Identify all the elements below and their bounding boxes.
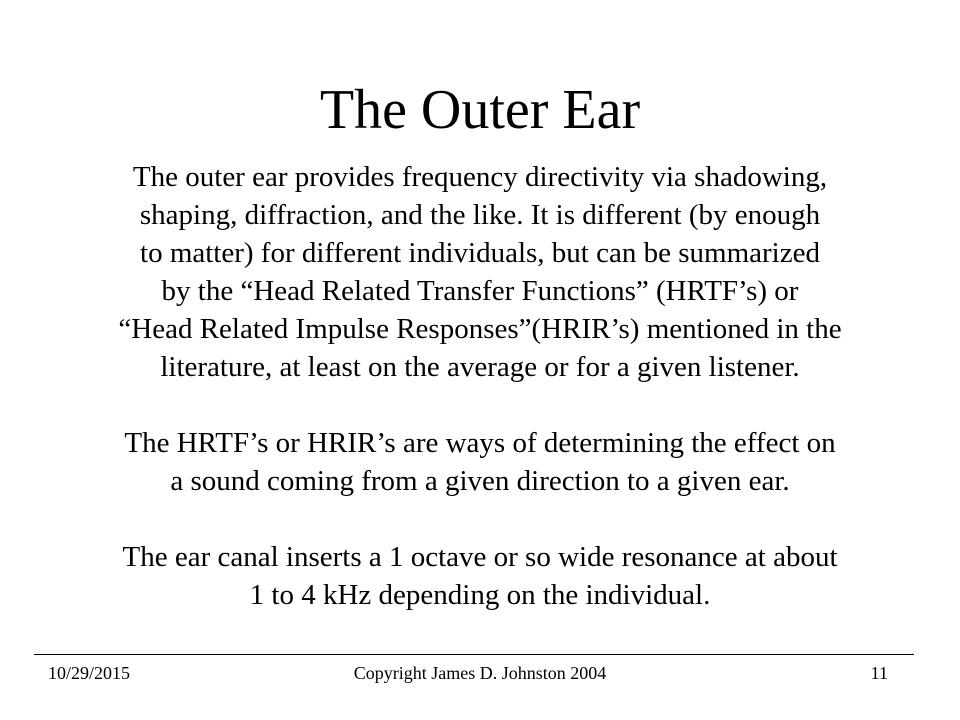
- body-line: by the “Head Related Transfer Functions” (HRTF’s) or: [161, 275, 799, 307]
- footer-page-number: 11: [870, 663, 888, 683]
- body-line: literature, at least on the average or for a given listener.: [160, 351, 800, 383]
- body-line: The ear canal inserts a 1 octave or so wide resonance at about: [122, 541, 838, 573]
- body-line: The HRTF’s or HRIR’s are ways of determining the effect on: [124, 427, 836, 459]
- body-line: “Head Related Impulse Responses”(HRIR’s) mentioned in the: [118, 313, 842, 345]
- body-line: The outer ear provides frequency directivity via shadowing,: [132, 161, 828, 193]
- body-line: 1 to 4 kHz depending on the individual.: [249, 579, 711, 611]
- footer-date: 10/29/2015: [48, 663, 131, 683]
- footer-divider: [34, 654, 914, 655]
- paragraph-spacer: [40, 386, 920, 424]
- paragraph-outer-ear-description: [40, 158, 920, 386]
- footer-copyright: Copyright James D. Johnston 2004: [353, 663, 607, 683]
- paragraph-hrtf-hrir: [40, 424, 920, 500]
- paragraph-ear-canal: [40, 538, 920, 614]
- body-line: shaping, diffraction, and the like. It is different (by enough: [139, 199, 821, 231]
- paragraph-spacer: [40, 500, 920, 538]
- slide-title: The Outer Ear: [319, 79, 641, 141]
- body-line: to matter) for different individuals, but can be summarized: [140, 237, 820, 269]
- slide-body: [40, 158, 920, 614]
- body-line: a sound coming from a given direction to a given ear.: [170, 465, 790, 497]
